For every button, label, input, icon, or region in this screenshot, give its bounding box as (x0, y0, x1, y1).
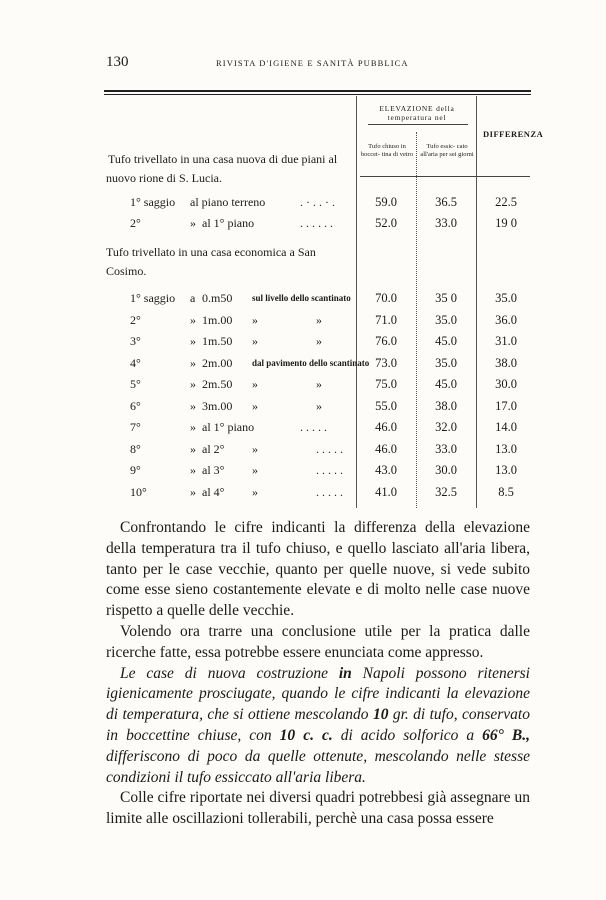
row-label-part: 2° (130, 312, 141, 327)
cell-v2: 33.0 (435, 441, 457, 456)
row-label-part: 1° saggio (130, 195, 176, 209)
paragraph: Confrontando le cifre indicanti la differenza della elevazione della temperatura tra il tufo chiuso, e quello lasciato all'aria libera, tanto per le case vecchie, quanto per quelle nuove, si vede subito come esse sieno costantemente elevate e di molto nelle case nuove rispetto a quelle delle vecchie. (106, 519, 530, 620)
paragraph: Colle cifre riportate nei diversi quadri potrebbesi già assegnare un limite alle oscillazioni tollerabili, perchè una casa possa essere (106, 789, 530, 828)
page-number: 130 (106, 54, 129, 70)
row-label-part: 10° (130, 484, 147, 499)
row-label (0, 291, 351, 311)
cell-v2: 35 0 (435, 291, 457, 305)
cell-v1: 41.0 (375, 484, 397, 499)
row-label-part: 4° (130, 355, 141, 370)
row-label-part: 3° (130, 334, 141, 348)
cell-v3: 22.5 (495, 195, 517, 209)
row-label-part: » (316, 334, 322, 348)
row-label-part: a (190, 291, 196, 305)
row-label-part: » (190, 355, 196, 370)
cell-v1: 46.0 (375, 420, 397, 434)
row-label (0, 484, 343, 505)
row-label-part: dal pavimento dello scantinato (252, 357, 370, 368)
row-label-part: » (190, 420, 196, 434)
row-label (0, 377, 322, 397)
row-label-part: » (190, 334, 196, 348)
row-label (0, 441, 343, 462)
row-label-part: » (190, 398, 196, 413)
group-title: ELEVAZIONE della temperatura nel (379, 104, 455, 122)
cell-v2: 30.0 (435, 463, 457, 477)
cell-v3: 31.0 (495, 334, 517, 348)
row-label (0, 355, 370, 376)
row-label-part: al 2° (202, 441, 225, 456)
group-rule (368, 124, 468, 125)
row-label-part: » (190, 377, 196, 391)
cell-v1: 46.0 (375, 441, 397, 456)
row-label-part: » (316, 398, 322, 413)
cell-v1: 70.0 (375, 291, 397, 305)
row-label-part: 7° (130, 420, 141, 434)
row-label-part: 1° saggio (130, 291, 176, 305)
row-label-part: . . . . . (316, 441, 343, 456)
cell-v3: 35.0 (495, 291, 517, 305)
cell-v1: 76.0 (375, 334, 397, 348)
cell-v3: 36.0 (495, 312, 517, 327)
row-label-part: 1m.50 (202, 334, 233, 348)
running-title: RIVISTA D'IGIENE E SANITÀ PUBBLICA (216, 58, 409, 68)
section-label-san-cosimo: Tufo trivellato in una casa economica a San Cosimo. (106, 245, 316, 278)
cell-v2: 35.0 (435, 355, 457, 370)
row-label (0, 215, 333, 236)
cell-v1: 73.0 (375, 355, 397, 370)
cell-v2: 32.0 (435, 420, 457, 434)
cell-v1: 71.0 (375, 312, 397, 327)
row-label-part: » (316, 312, 322, 327)
row-label-part: . . . . . (300, 420, 327, 434)
cell-v1: 59.0 (375, 195, 397, 209)
row-label-part: » (190, 312, 196, 327)
cell-v2: 32.5 (435, 484, 457, 499)
row-label-part: » (252, 334, 258, 348)
section-label-s-lucia: Tufo trivellato in una casa nuova di due piani al nuovo rione di S. Lucia. (106, 152, 338, 185)
row-label-part: 0.m50 (202, 291, 233, 305)
row-label-part: . · . . · . (300, 195, 335, 209)
row-label-part: 3m.00 (202, 398, 233, 413)
cell-v2: 35.0 (435, 312, 457, 327)
row-label-part: al 1° piano (202, 420, 255, 434)
row-label-part: » (190, 484, 196, 499)
cell-v3: 30.0 (495, 377, 517, 391)
row-label-part: » (316, 377, 322, 391)
row-label-part: al 3° (202, 463, 225, 477)
header-rule (360, 176, 530, 177)
row-label (0, 334, 322, 354)
row-label (0, 420, 327, 440)
row-label-part: 2m.50 (202, 377, 233, 391)
cell-v3: 8.5 (498, 484, 514, 499)
row-label-part: » (190, 441, 196, 456)
cell-v2: 38.0 (435, 398, 457, 413)
row-label (0, 463, 343, 483)
row-label-part: al 4° (202, 484, 225, 499)
row-label-part: 5° (130, 377, 141, 391)
cell-v1: 52.0 (375, 215, 397, 230)
row-label (0, 195, 335, 215)
row-label-part: » (252, 312, 258, 327)
cell-v3: 19 0 (495, 215, 517, 230)
column-header-difference: DIFFERENZA (483, 129, 544, 139)
body-text (106, 518, 530, 830)
row-label-part: 6° (130, 398, 141, 413)
row-label-part: » (252, 377, 258, 391)
row-label-part: . . . . . . (300, 215, 333, 230)
cell-v1: 75.0 (375, 377, 397, 391)
row-label-part: » (252, 463, 258, 477)
row-label-part: al piano terreno (190, 195, 266, 209)
cell-v3: 17.0 (495, 398, 517, 413)
cell-v1: 55.0 (375, 398, 397, 413)
row-label-part: 2° (130, 215, 141, 230)
row-label-part: » (190, 463, 196, 477)
row-label-part: 8° (130, 441, 141, 456)
row-label-part: » (252, 441, 258, 456)
row-label-part: 2m.00 (202, 355, 233, 370)
cell-v3: 13.0 (495, 463, 517, 477)
row-label-part: . . . . . (316, 484, 343, 499)
row-label (0, 312, 322, 333)
cell-v3: 13.0 (495, 441, 517, 456)
cell-v1: 43.0 (375, 463, 397, 477)
column-header-dried: Tufo essic- cato all'aria per sei giorni (420, 143, 474, 158)
column-header-closed: Tufo chiuso in boccet- tina di vetro (360, 143, 414, 158)
row-label-part: » (252, 398, 258, 413)
row-label-part: . . . . . (316, 463, 343, 477)
row-label-part: 9° (130, 463, 141, 477)
row-label (0, 398, 322, 419)
row-label-part: » (190, 215, 196, 230)
cell-v2: 45.0 (435, 377, 457, 391)
cell-v2: 33.0 (435, 215, 457, 230)
cell-v3: 38.0 (495, 355, 517, 370)
cell-v2: 36.5 (435, 195, 457, 209)
paragraph: Volendo ora trarre una conclusione utile per la pratica dalle ricerche fatte, essa potrebbe essere enunciata come appresso. (106, 622, 530, 661)
cell-v2: 45.0 (435, 334, 457, 348)
row-label-part: al 1° piano (202, 215, 255, 230)
row-label-part: 1m.00 (202, 312, 233, 327)
paragraph-conclusion: Le case di nuova costruzione in Napoli possono ritenersi igienicamente prosciugate, quando le cifre indicanti la elevazione di temperatura, che si ottiene mescolando 10 gr. di tufo, conservato in boccettine chiuse, con 10 c. c. di acido solforico a 66° B., differiscono di poco da quelle ottenute, mescolando nelle stesse condizioni il tufo essiccato all'aria libera. (106, 664, 530, 786)
row-label-part: » (252, 484, 258, 499)
cell-v3: 14.0 (495, 420, 517, 434)
row-label-part: sul livello dello scantinato (252, 293, 351, 303)
